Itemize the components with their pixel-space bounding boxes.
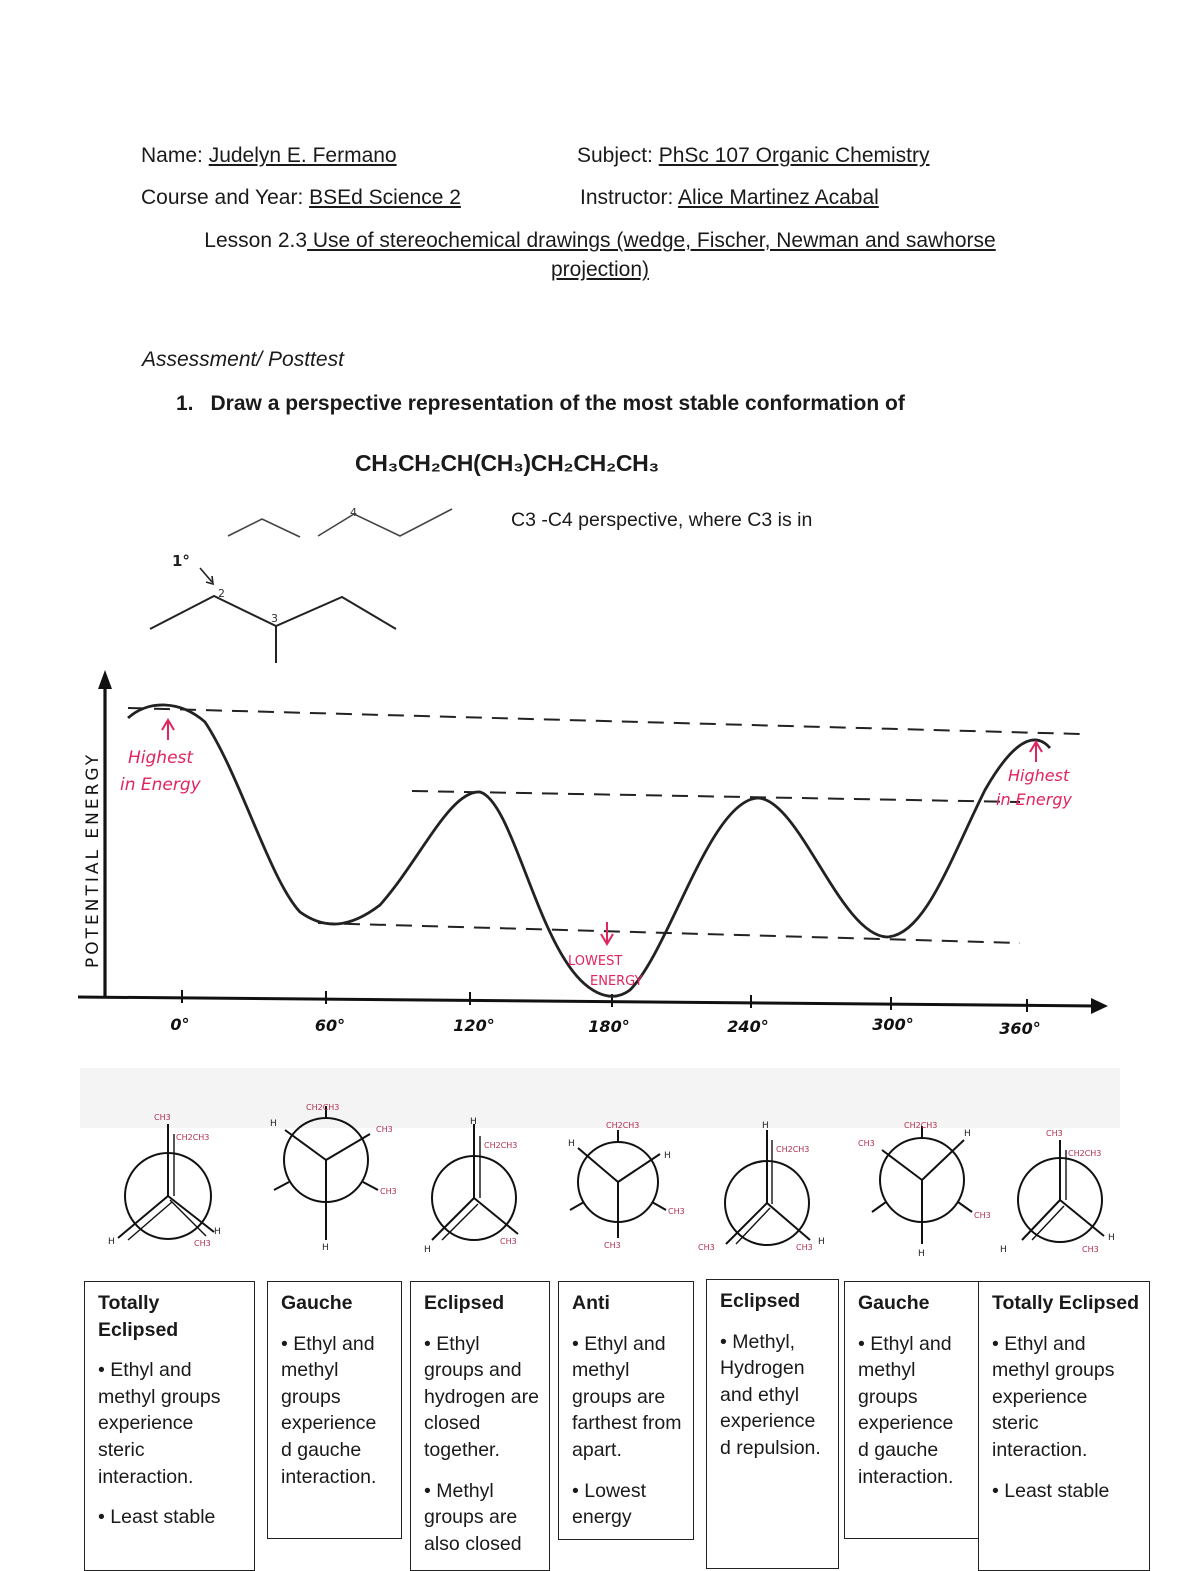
newman-h-label: H bbox=[424, 1245, 431, 1255]
newman-h-label: H bbox=[322, 1243, 329, 1253]
lesson-title-line1: Use of stereochemical drawings (wedge, Fischer, Newman and sawhorse bbox=[307, 229, 996, 252]
newman-label: CH2CH3 bbox=[904, 1121, 938, 1130]
conformation-title: Eclipsed bbox=[424, 1292, 505, 1314]
name-value: Judelyn E. Fermano bbox=[208, 144, 397, 167]
eclipsed-energy-dashed-line bbox=[412, 791, 1020, 802]
conformation-bullet: • Ethyl groups and hydrogen are closed together. bbox=[424, 1331, 539, 1464]
carbon-3-label: 3 bbox=[271, 612, 278, 625]
energy-diagram bbox=[0, 660, 1200, 1060]
newman-label: CH2CH3 bbox=[1068, 1149, 1102, 1158]
newman-h-label: H bbox=[214, 1227, 221, 1237]
x-tick-360: 360° bbox=[999, 1019, 1041, 1038]
newman-label: CH3 bbox=[668, 1207, 685, 1216]
x-tick-120: 120° bbox=[453, 1016, 495, 1035]
course-field bbox=[141, 186, 461, 210]
instructor-label: Instructor: bbox=[580, 186, 679, 209]
name-field bbox=[141, 144, 463, 168]
newman-h-label: H bbox=[568, 1139, 575, 1149]
obscured-text-strip bbox=[80, 1068, 1120, 1128]
newman-h-label: H bbox=[964, 1129, 971, 1139]
conformation-bullet: • Ethyl and methyl groups experience d gauche interaction. bbox=[858, 1331, 968, 1491]
conformation-title: Totally Eclipsed bbox=[98, 1292, 179, 1341]
conformation-bullet: • Lowest energy bbox=[572, 1478, 683, 1531]
newman-h-label: H bbox=[818, 1237, 825, 1247]
lowest-label-1: LOWEST bbox=[568, 954, 623, 969]
conformation-box-3 bbox=[410, 1281, 550, 1571]
newman-label: CH3 bbox=[376, 1125, 393, 1134]
carbon-4-label: 4 bbox=[350, 506, 357, 519]
conformation-box-5 bbox=[706, 1279, 839, 1569]
newman-label: CH3 bbox=[500, 1237, 517, 1246]
x-tick-240: 240° bbox=[727, 1017, 769, 1036]
question-text: Draw a perspective representation of the most stable conformation of bbox=[210, 392, 905, 415]
conformation-box-4 bbox=[558, 1281, 694, 1540]
newman-projections bbox=[0, 1060, 1200, 1275]
energy-annotations bbox=[120, 720, 1073, 989]
name-label: Name: bbox=[141, 144, 209, 167]
molecule-formula: CH₃CH₂CH(CH₃)CH₂CH₂CH₃ bbox=[355, 450, 659, 476]
newman-h-label: H bbox=[1108, 1233, 1115, 1243]
highest-left-label-2: in Energy bbox=[120, 775, 201, 795]
subject-value: PhSc 107 Organic Chemistry bbox=[658, 144, 930, 167]
lesson-title-line2: projection) bbox=[550, 258, 650, 281]
newman-label: CH3 bbox=[154, 1113, 171, 1122]
conformation-bullet: • Ethyl and methyl groups experience steric interaction. bbox=[98, 1357, 244, 1490]
newman-h-label: H bbox=[664, 1151, 671, 1161]
newman-label: CH2CH3 bbox=[484, 1141, 518, 1150]
newman-h-label: H bbox=[470, 1117, 477, 1127]
x-tick-180: 180° bbox=[588, 1017, 630, 1036]
conformation-bullet: • Least stable bbox=[992, 1478, 1139, 1505]
newman-label: CH3 bbox=[1046, 1129, 1063, 1138]
max-energy-dashed-line bbox=[128, 708, 1080, 734]
highest-right-label-1: Highest bbox=[1008, 766, 1070, 785]
newman-label: CH2CH3 bbox=[776, 1145, 810, 1154]
conformation-box-7 bbox=[978, 1281, 1150, 1571]
carbon-2-label: 2 bbox=[218, 587, 225, 600]
newman-label: CH3 bbox=[796, 1243, 813, 1252]
conformation-title: Anti bbox=[572, 1292, 610, 1314]
conformation-box-6 bbox=[844, 1281, 979, 1539]
conformation-bullet: • Least stable bbox=[98, 1504, 244, 1531]
conformation-title: Gauche bbox=[858, 1292, 930, 1314]
newman-label: CH3 bbox=[380, 1187, 397, 1196]
instructor-value: Alice Martinez Acabal bbox=[678, 186, 879, 209]
skeletal-sketch-top bbox=[228, 519, 300, 537]
newman-label: CH3 bbox=[604, 1241, 621, 1250]
newman-label: CH3 bbox=[858, 1139, 875, 1148]
newman-label: CH3 bbox=[698, 1243, 715, 1252]
newman-label: CH3 bbox=[194, 1239, 211, 1248]
conformation-bullet: • Ethyl and methyl groups experience steric interaction. bbox=[992, 1331, 1139, 1464]
x-tick-60: 60° bbox=[314, 1016, 346, 1035]
highest-left-label-1: Highest bbox=[128, 748, 194, 768]
conformation-title: Totally Eclipsed bbox=[992, 1292, 1140, 1314]
energy-curve bbox=[128, 705, 1050, 996]
conformation-bullet: • Methyl groups are also closed bbox=[424, 1478, 539, 1558]
newman-h-label: H bbox=[762, 1121, 769, 1131]
pointer-note: 1° bbox=[172, 552, 190, 570]
question-1 bbox=[176, 392, 905, 416]
conformation-bullet: • Ethyl and methyl groups experience d gauche interaction. bbox=[281, 1331, 391, 1491]
y-axis-label: POTENTIAL ENERGY bbox=[83, 751, 103, 968]
subject-label: Subject: bbox=[577, 144, 659, 167]
skeletal-sketches bbox=[0, 490, 560, 670]
conformation-bullet: • Methyl, Hydrogen and ethyl experience d repulsion. bbox=[720, 1329, 828, 1462]
assessment-heading: Assessment/ Posttest bbox=[142, 348, 344, 371]
newman-h-label: H bbox=[270, 1119, 277, 1129]
newman-label: CH2CH3 bbox=[606, 1121, 640, 1130]
lowest-label-2: ENERGY bbox=[590, 974, 643, 989]
conformation-bullet: • Ethyl and methyl groups are farthest from apart. bbox=[572, 1331, 683, 1464]
instructor-field bbox=[580, 186, 879, 210]
newman-h-label: H bbox=[1000, 1245, 1007, 1255]
perspective-note: C3 -C4 perspective, where C3 is in bbox=[511, 509, 813, 531]
newman-label: CH2CH3 bbox=[176, 1133, 210, 1142]
highest-right-label-2: in Energy bbox=[996, 790, 1072, 809]
newman-gauche-2 bbox=[872, 1126, 972, 1244]
x-tick-0: 0° bbox=[170, 1015, 190, 1034]
subject-field bbox=[577, 144, 930, 168]
conformation-box-1 bbox=[84, 1281, 255, 1571]
course-label: Course and Year: bbox=[141, 186, 310, 209]
course-value: BSEd Science 2 bbox=[309, 186, 461, 209]
x-axis bbox=[78, 997, 1098, 1006]
conformation-title: Eclipsed bbox=[720, 1290, 801, 1312]
newman-label: CH3 bbox=[1082, 1245, 1099, 1254]
newman-label: CH2CH3 bbox=[306, 1103, 340, 1112]
conformation-title: Gauche bbox=[281, 1292, 353, 1314]
lesson-title-cont bbox=[0, 258, 1200, 282]
newman-anti bbox=[570, 1130, 666, 1238]
newman-label: CH3 bbox=[974, 1211, 991, 1220]
lesson-prefix: Lesson 2.3 bbox=[204, 229, 308, 252]
lesson-title bbox=[0, 229, 1200, 253]
question-number: 1. bbox=[176, 392, 194, 415]
newman-h-label: H bbox=[108, 1237, 115, 1247]
newman-h-label: H bbox=[918, 1249, 925, 1259]
x-tick-300: 300° bbox=[872, 1015, 914, 1034]
conformation-box-2 bbox=[267, 1281, 402, 1539]
